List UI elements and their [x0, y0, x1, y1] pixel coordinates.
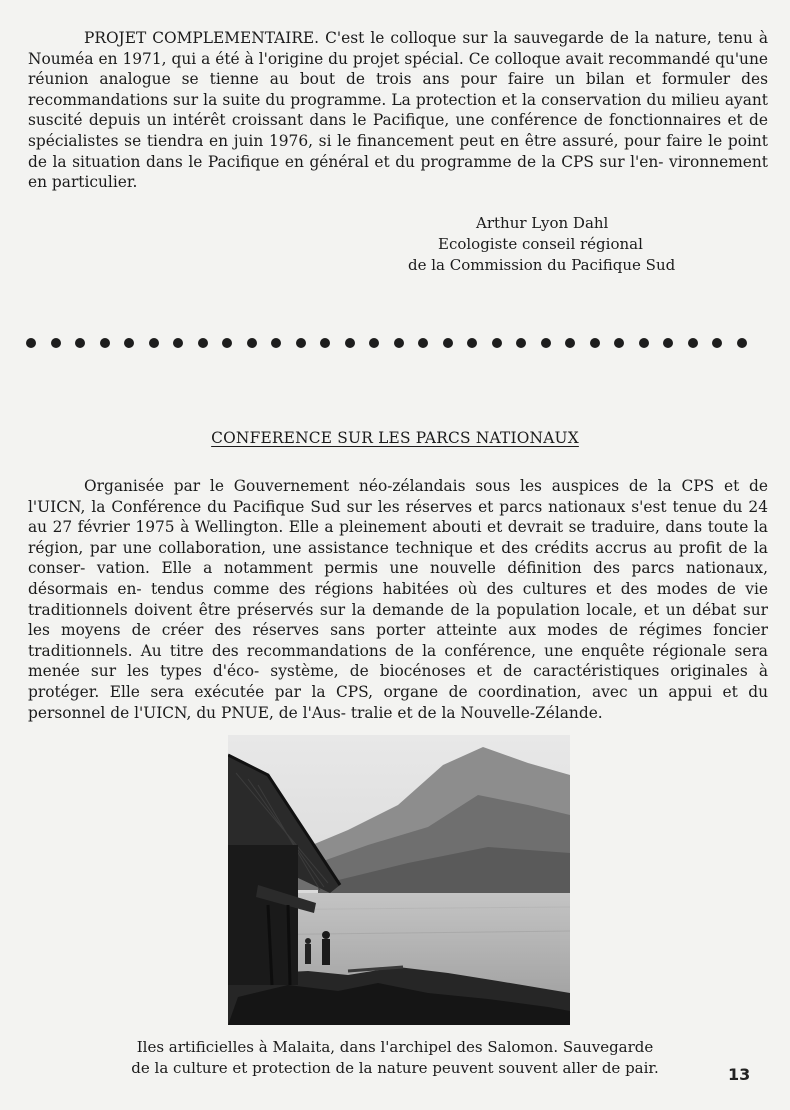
separator-dot — [737, 338, 747, 348]
intro-paragraph — [28, 28, 768, 193]
author-organization: de la Commission du Pacifique Sud — [408, 256, 676, 274]
separator-dot — [688, 338, 698, 348]
separator-dot — [100, 338, 110, 348]
page-number: 13 — [728, 1065, 751, 1084]
intro-heading: PROJET COMPLEMENTAIRE. — [84, 29, 320, 47]
separator-dot — [394, 338, 404, 348]
separator-dot — [639, 338, 649, 348]
photo-illustration — [228, 735, 570, 1025]
separator-dot — [565, 338, 575, 348]
intro-text: PROJET COMPLEMENTAIRE. C'est le colloque sur la sauvegarde de la nature, tenu à Nouméa en 1971, qui a été à l'origine du projet spécial. Ce colloque avait recommandé qu'une réunion analogue se tienne au bout de trois ans pour faire un bilan et formuler des recommandations sur la suite du programme. La protection et la conservation du milieu ayant suscité depuis un intérêt croissant dans le Pacifique, une conférence de fonctionnaires et de spécialistes se tiendra en juin 1976, si le financement peut en être assuré, pour faire le point de la situation dans le Pacifique en général et du programme de la CPS sur l'en- vironnement en particulier. — [28, 29, 768, 192]
separator-dot — [124, 338, 134, 348]
separator-dot — [345, 338, 355, 348]
separator-dot — [712, 338, 722, 348]
separator-dot — [492, 338, 502, 348]
conference-paragraph — [28, 476, 768, 723]
conference-text: Organisée par le Gouvernement néo-zélandais sous les auspices de la CPS et de l'UICN, la Conférence du Pacifique Sud sur les réserves et parcs nationaux s'est tenue du 24 au 27 février 1975 à Wellington. Elle a pleinement abouti et devrait se traduire, dans toute la région, par une collaboration, une assistance technique et des crédits accrus au profit de la conser- vation. Elle a notamment permis une nouvelle définition des parcs nationaux, désormais en- tendus comme des régions habitées où des cultures et des modes de vie traditionnels doivent être préservés sur la demande de la population locale, et un débat sur les moyens de créer des réserves sans porter atteinte aux modes de régimes foncier traditionnels. Au titre des recommandations de la conférence, une enquête régionale sera menée sur les types d'éco- système, de biocénoses et de caractéristiques originales à protéger. Elle sera exécutée par la CPS, organe de coordination, avec un appui et du personnel de l'UICN, du PNUE, de l'Aus- tralie et de la Nouvelle-Zélande. — [28, 477, 769, 722]
separator-dot — [173, 338, 183, 348]
separator-dot — [198, 338, 208, 348]
photo-caption: Iles artificielles à Malaita, dans l'archipel des Salomon. Sauvegarde de la culture et protection de la nature peuvent souvent aller de pair. — [131, 1038, 659, 1077]
separator-dot — [247, 338, 257, 348]
separator-dot — [296, 338, 306, 348]
separator-dot — [51, 338, 61, 348]
separator-dot — [663, 338, 673, 348]
separator-dot — [516, 338, 526, 348]
section-heading — [0, 429, 790, 447]
photograph-malaita — [228, 735, 570, 1025]
separator-dot — [418, 338, 428, 348]
section-title: CONFERENCE SUR LES PARCS NATIONAUX — [211, 429, 579, 447]
separator-dot — [541, 338, 551, 348]
separator-dot — [75, 338, 85, 348]
dotted-separator — [26, 336, 746, 352]
separator-dot — [590, 338, 600, 348]
separator-dot — [614, 338, 624, 348]
separator-dot — [222, 338, 232, 348]
signature-block — [408, 213, 708, 276]
separator-dot — [26, 338, 36, 348]
separator-dot — [149, 338, 159, 348]
separator-dot — [443, 338, 453, 348]
separator-dot — [320, 338, 330, 348]
separator-dot — [271, 338, 281, 348]
author-name: Arthur Lyon Dahl — [476, 214, 609, 232]
author-title: Ecologiste conseil régional — [438, 235, 643, 253]
separator-dot — [467, 338, 477, 348]
separator-dot — [369, 338, 379, 348]
